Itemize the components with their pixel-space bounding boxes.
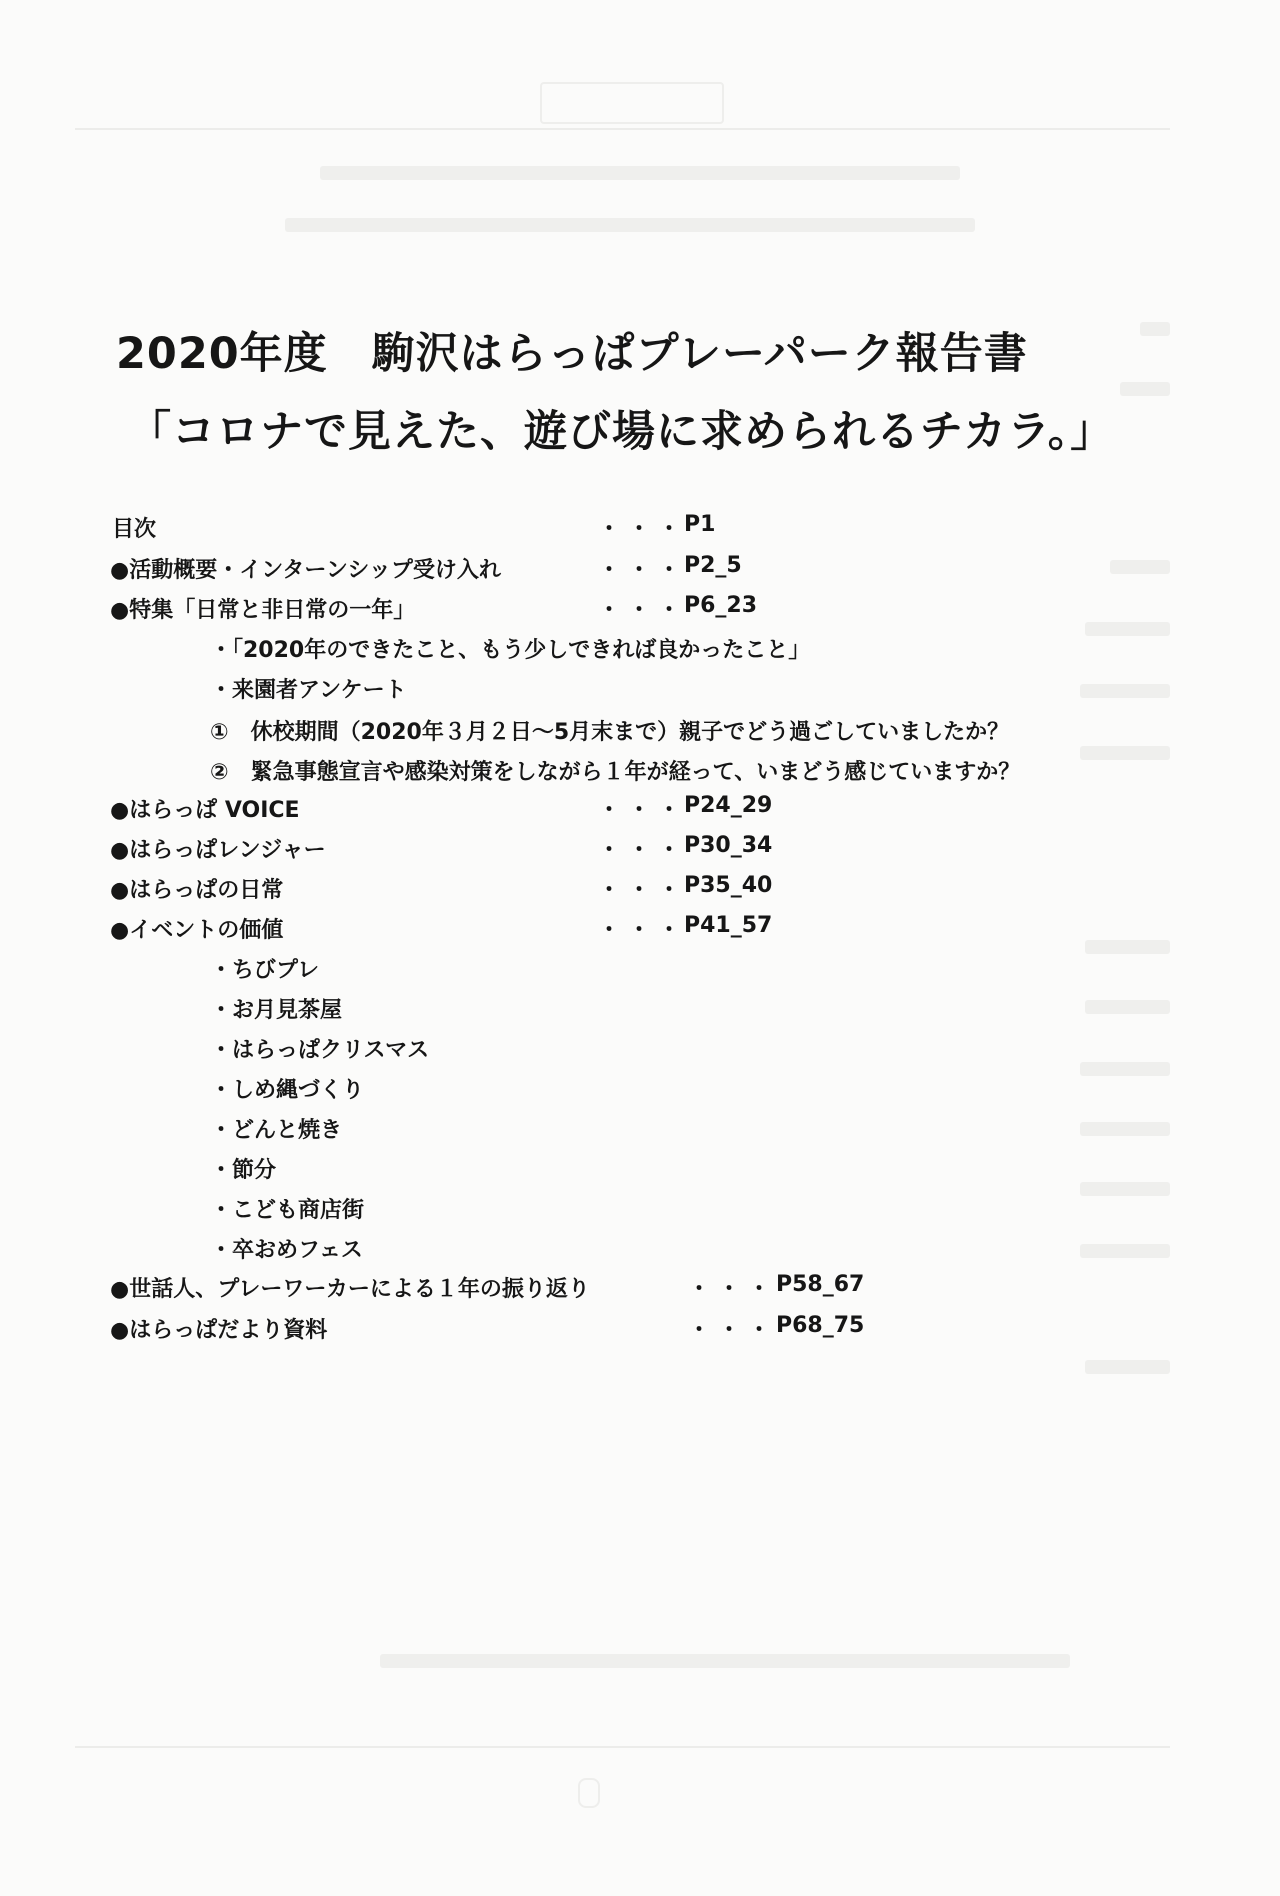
toc-page-number: P30_34: [684, 833, 773, 858]
toc-sub-entry: ・ちびプレ: [210, 958, 320, 983]
toc-entry-label: ●はらっぱの日常: [110, 878, 284, 903]
toc-entry: [0, 1313, 1280, 1343]
toc-entry-label: ●世話人、プレーワーカーによる１年の振り返り: [110, 1277, 590, 1302]
toc-dots: ・・・: [598, 918, 689, 943]
toc-entry: [0, 1272, 1280, 1302]
toc-page-number: P6_23: [684, 593, 758, 618]
toc-dots: ・・・: [598, 517, 689, 542]
toc-sub-entry: ・こども商店街: [210, 1198, 365, 1223]
toc-sub-entry: ① 休校期間（2020年３月２日～5月末まで）親子でどう過ごしていましたか？: [210, 720, 1010, 745]
toc-page-number: P2_5: [684, 553, 742, 578]
toc-sub-entry: ・卒おめフェス: [210, 1238, 363, 1263]
toc-entry: [0, 793, 1280, 823]
toc-entry: [0, 593, 1280, 623]
toc-dots: ・・・: [688, 1277, 779, 1302]
toc-sub-entry: ・お月見茶屋: [210, 998, 343, 1023]
toc-heading-row: [0, 512, 1280, 542]
toc-dots: ・・・: [598, 798, 689, 823]
toc-sub-entry: ② 緊急事態宣言や感染対策をしながら１年が経って、いまどう感じていますか？: [210, 760, 1021, 785]
toc-entry: [0, 913, 1280, 943]
toc-sub-entry: ・「2020年のできたこと、もう少しできれば良かったこと」: [210, 638, 811, 663]
toc-heading: 目次: [112, 517, 157, 542]
toc-dots: ・・・: [598, 838, 689, 863]
toc-sub-entry: ・はらっぱクリスマス: [210, 1038, 430, 1063]
toc-entry-label: ●はらっぱ VOICE: [110, 798, 300, 823]
toc-page-number: P58_67: [776, 1272, 865, 1297]
toc-entry-label: ●特集「日常と非日常の一年」: [110, 598, 416, 623]
toc-entry: [0, 873, 1280, 903]
toc-page-number: P68_75: [776, 1313, 865, 1338]
toc-entry: [0, 553, 1280, 583]
toc-sub-entry: ・来園者アンケート: [210, 678, 407, 703]
report-subtitle: 「コロナで見えた、遊び場に求められるチカラ。」: [128, 407, 1115, 457]
toc-entry: [0, 833, 1280, 863]
toc-dots: ・・・: [598, 878, 689, 903]
toc-dots: ・・・: [598, 598, 689, 623]
toc-page-number: P41_57: [684, 913, 773, 938]
toc-sub-entry: ・しめ縄づくり: [210, 1078, 365, 1103]
toc-sub-entry: ・どんと焼き: [210, 1118, 343, 1143]
toc-page-number: P1: [684, 512, 716, 537]
toc-sub-entry: ・節分: [210, 1158, 277, 1183]
toc-entry-label: ●はらっぱだより資料: [110, 1318, 328, 1343]
toc-dots: ・・・: [688, 1318, 779, 1343]
toc-page-number: P35_40: [684, 873, 773, 898]
toc-page-number: P24_29: [684, 793, 773, 818]
toc-entry-label: ●活動概要・インターンシップ受け入れ: [110, 558, 501, 583]
toc-entry-label: ●イベントの価値: [110, 918, 284, 943]
report-title: 2020年度 駒沢はらっぱプレーパーク報告書: [116, 329, 1028, 379]
toc-dots: ・・・: [598, 558, 689, 583]
toc-entry-label: ●はらっぱレンジャー: [110, 838, 326, 863]
